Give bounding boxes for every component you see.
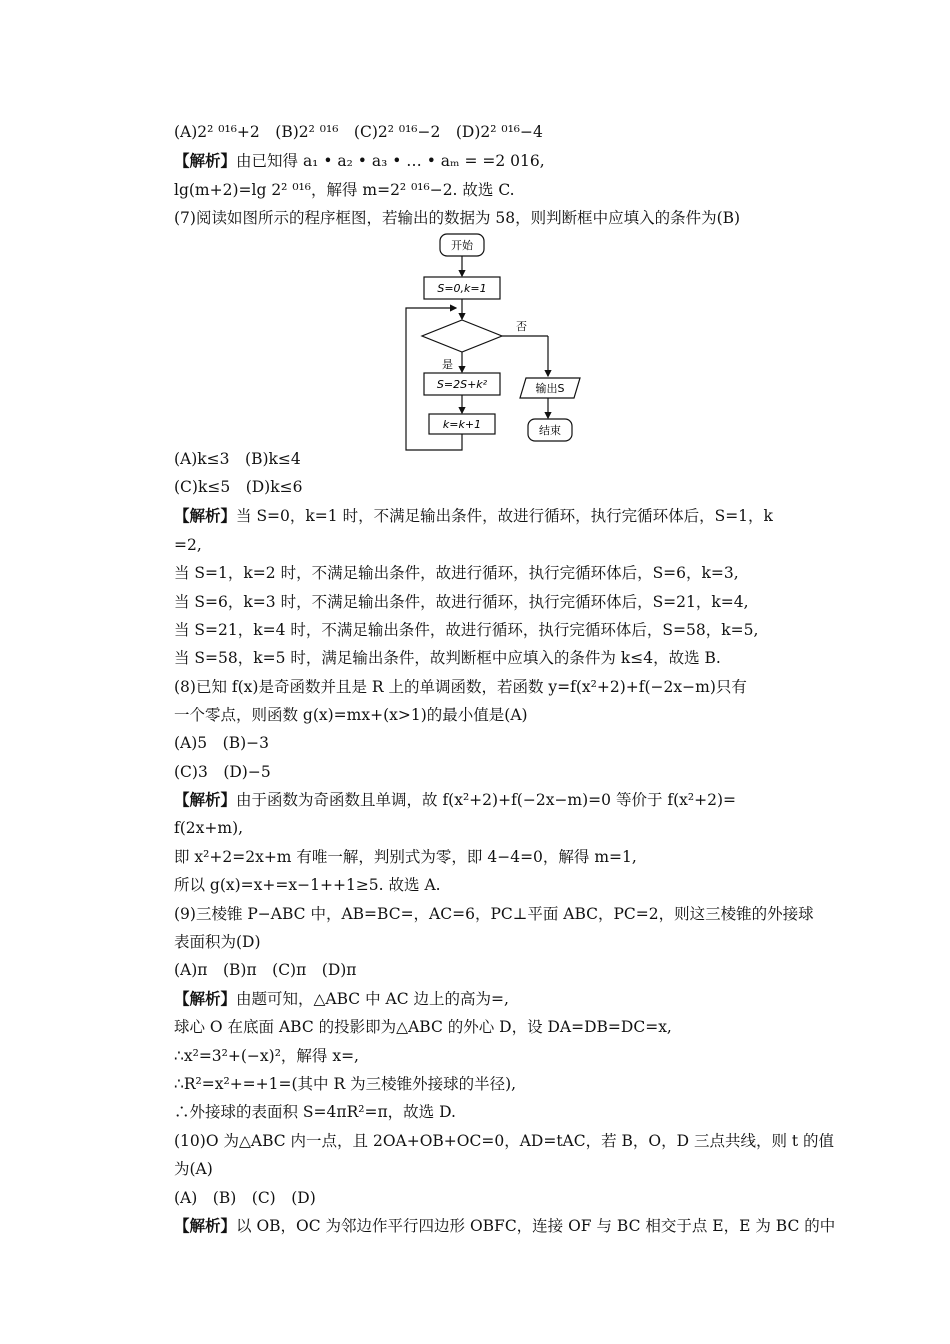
decision-diamond: [422, 320, 502, 352]
q10-stem-line-2: 为(A): [174, 1160, 213, 1178]
q8-analysis-line-1: 【解析】由于函数为奇函数且单调，故 f(x²+2)+f(−2x−m)=0 等价于 f(x²+2)=: [174, 790, 736, 809]
q8-options-ab: (A)5 (B)−3: [174, 734, 269, 752]
q9-analysis-line-2: 球心 O 在底面 ABC 的投影即为△ABC 的外心 D，设 DA=DB=DC=x,: [174, 1018, 672, 1036]
q7-stem: (7)阅读如图所示的程序框图，若输出的数据为 58，则判断框中应填入的条件为(B): [174, 209, 741, 227]
q8-analysis-line-3: 即 x²+2=2x+m 有唯一解，判别式为零，即 4−4=0，解得 m=1,: [174, 848, 637, 866]
q9-options: (A)π (B)π (C)π (D)π: [174, 961, 357, 979]
q6-analysis-line-2: lg(m+2)=lg 2² ⁰¹⁶，解得 m=2² ⁰¹⁶−2. 故选 C.: [174, 181, 515, 199]
q8-stem-line-1: (8)已知 f(x)是奇函数并且是 R 上的单调函数，若函数 y=f(x²+2)+f(−2x−m)只有: [174, 678, 747, 696]
yes-label: 是: [442, 358, 453, 371]
start-label: 开始: [451, 239, 473, 252]
no-label: 否: [516, 320, 527, 333]
q7-analysis-line-2: =2,: [174, 536, 202, 554]
q8-analysis-line-2: f(2x+m),: [174, 819, 244, 837]
q6-options: (A)2² ⁰¹⁶+2 (B)2² ⁰¹⁶ (C)2² ⁰¹⁶−2 (D)2² ⁰¹⁶−4: [174, 123, 543, 141]
q7-analysis-line-6: 当 S=58，k=5 时，满足输出条件，故判断框中应填入的条件为 k≤4，故选 B.: [174, 649, 721, 667]
q8-analysis-line-4: 所以 g(x)=x+=x−1++1≥5. 故选 A.: [174, 876, 441, 894]
q9-analysis-line-5: ∴外接球的表面积 S=4πR²=π，故选 D.: [174, 1103, 456, 1121]
q10-analysis-line-1: 【解析】以 OB，OC 为邻边作平行四边形 OBFC，连接 OF 与 BC 相交于点 E，E 为 BC 的中: [174, 1216, 836, 1235]
q7-options-cd: (C)k≤5 (D)k≤6: [174, 478, 303, 496]
q6-analysis-line-1: 【解析】由已知得 a₁ • a₂ • a₃ • … • aₘ = =2 016,: [174, 151, 545, 170]
output-label: 输出S: [535, 382, 565, 395]
increment-k-label: k=k+1: [442, 418, 482, 431]
q8-options-cd: (C)3 (D)−5: [174, 763, 271, 781]
init-label: S=0,k=1: [437, 282, 487, 295]
q7-analysis-line-5: 当 S=21，k=4 时，不满足输出条件，故进行循环，执行完循环体后，S=58，k=5,: [174, 621, 759, 639]
q7-analysis-line-1: 【解析】当 S=0，k=1 时，不满足输出条件，故进行循环，执行完循环体后，S=1，k: [174, 506, 773, 525]
q9-stem-line-2: 表面积为(D): [174, 933, 261, 951]
q10-options: (A) (B) (C) (D): [174, 1189, 316, 1207]
q7-options-ab: (A)k≤3 (B)k≤4: [174, 450, 301, 468]
q7-analysis-line-3: 当 S=1，k=2 时，不满足输出条件，故进行循环，执行完循环体后，S=6，k=3,: [174, 564, 739, 582]
program-flowchart: [398, 228, 588, 460]
end-label: 结束: [539, 424, 561, 437]
update-s-label: S=2S+k²: [436, 378, 488, 391]
q9-analysis-line-1: 【解析】由题可知，△ABC 中 AC 边上的高为=,: [174, 989, 509, 1008]
q10-stem-line-1: (10)O 为△ABC 内一点，且 2OA+OB+OC=0，AD=tAC，若 B，O，D 三点共线，则 t 的值: [174, 1132, 835, 1150]
q8-stem-line-2: 一个零点，则函数 g(x)=mx+(x>1)的最小值是(A): [174, 706, 528, 724]
q9-analysis-line-4: ∴R²=x²+=+1=(其中 R 为三棱锥外接球的半径),: [174, 1075, 517, 1093]
q9-stem-line-1: (9)三棱锥 P−ABC 中，AB=BC=，AC=6，PC⊥平面 ABC，PC=2，则这三棱锥的外接球: [174, 905, 814, 923]
q7-analysis-line-4: 当 S=6，k=3 时，不满足输出条件，故进行循环，执行完循环体后，S=21，k=4,: [174, 593, 749, 611]
q9-analysis-line-3: ∴x²=3²+(−x)²，解得 x=,: [174, 1047, 359, 1065]
